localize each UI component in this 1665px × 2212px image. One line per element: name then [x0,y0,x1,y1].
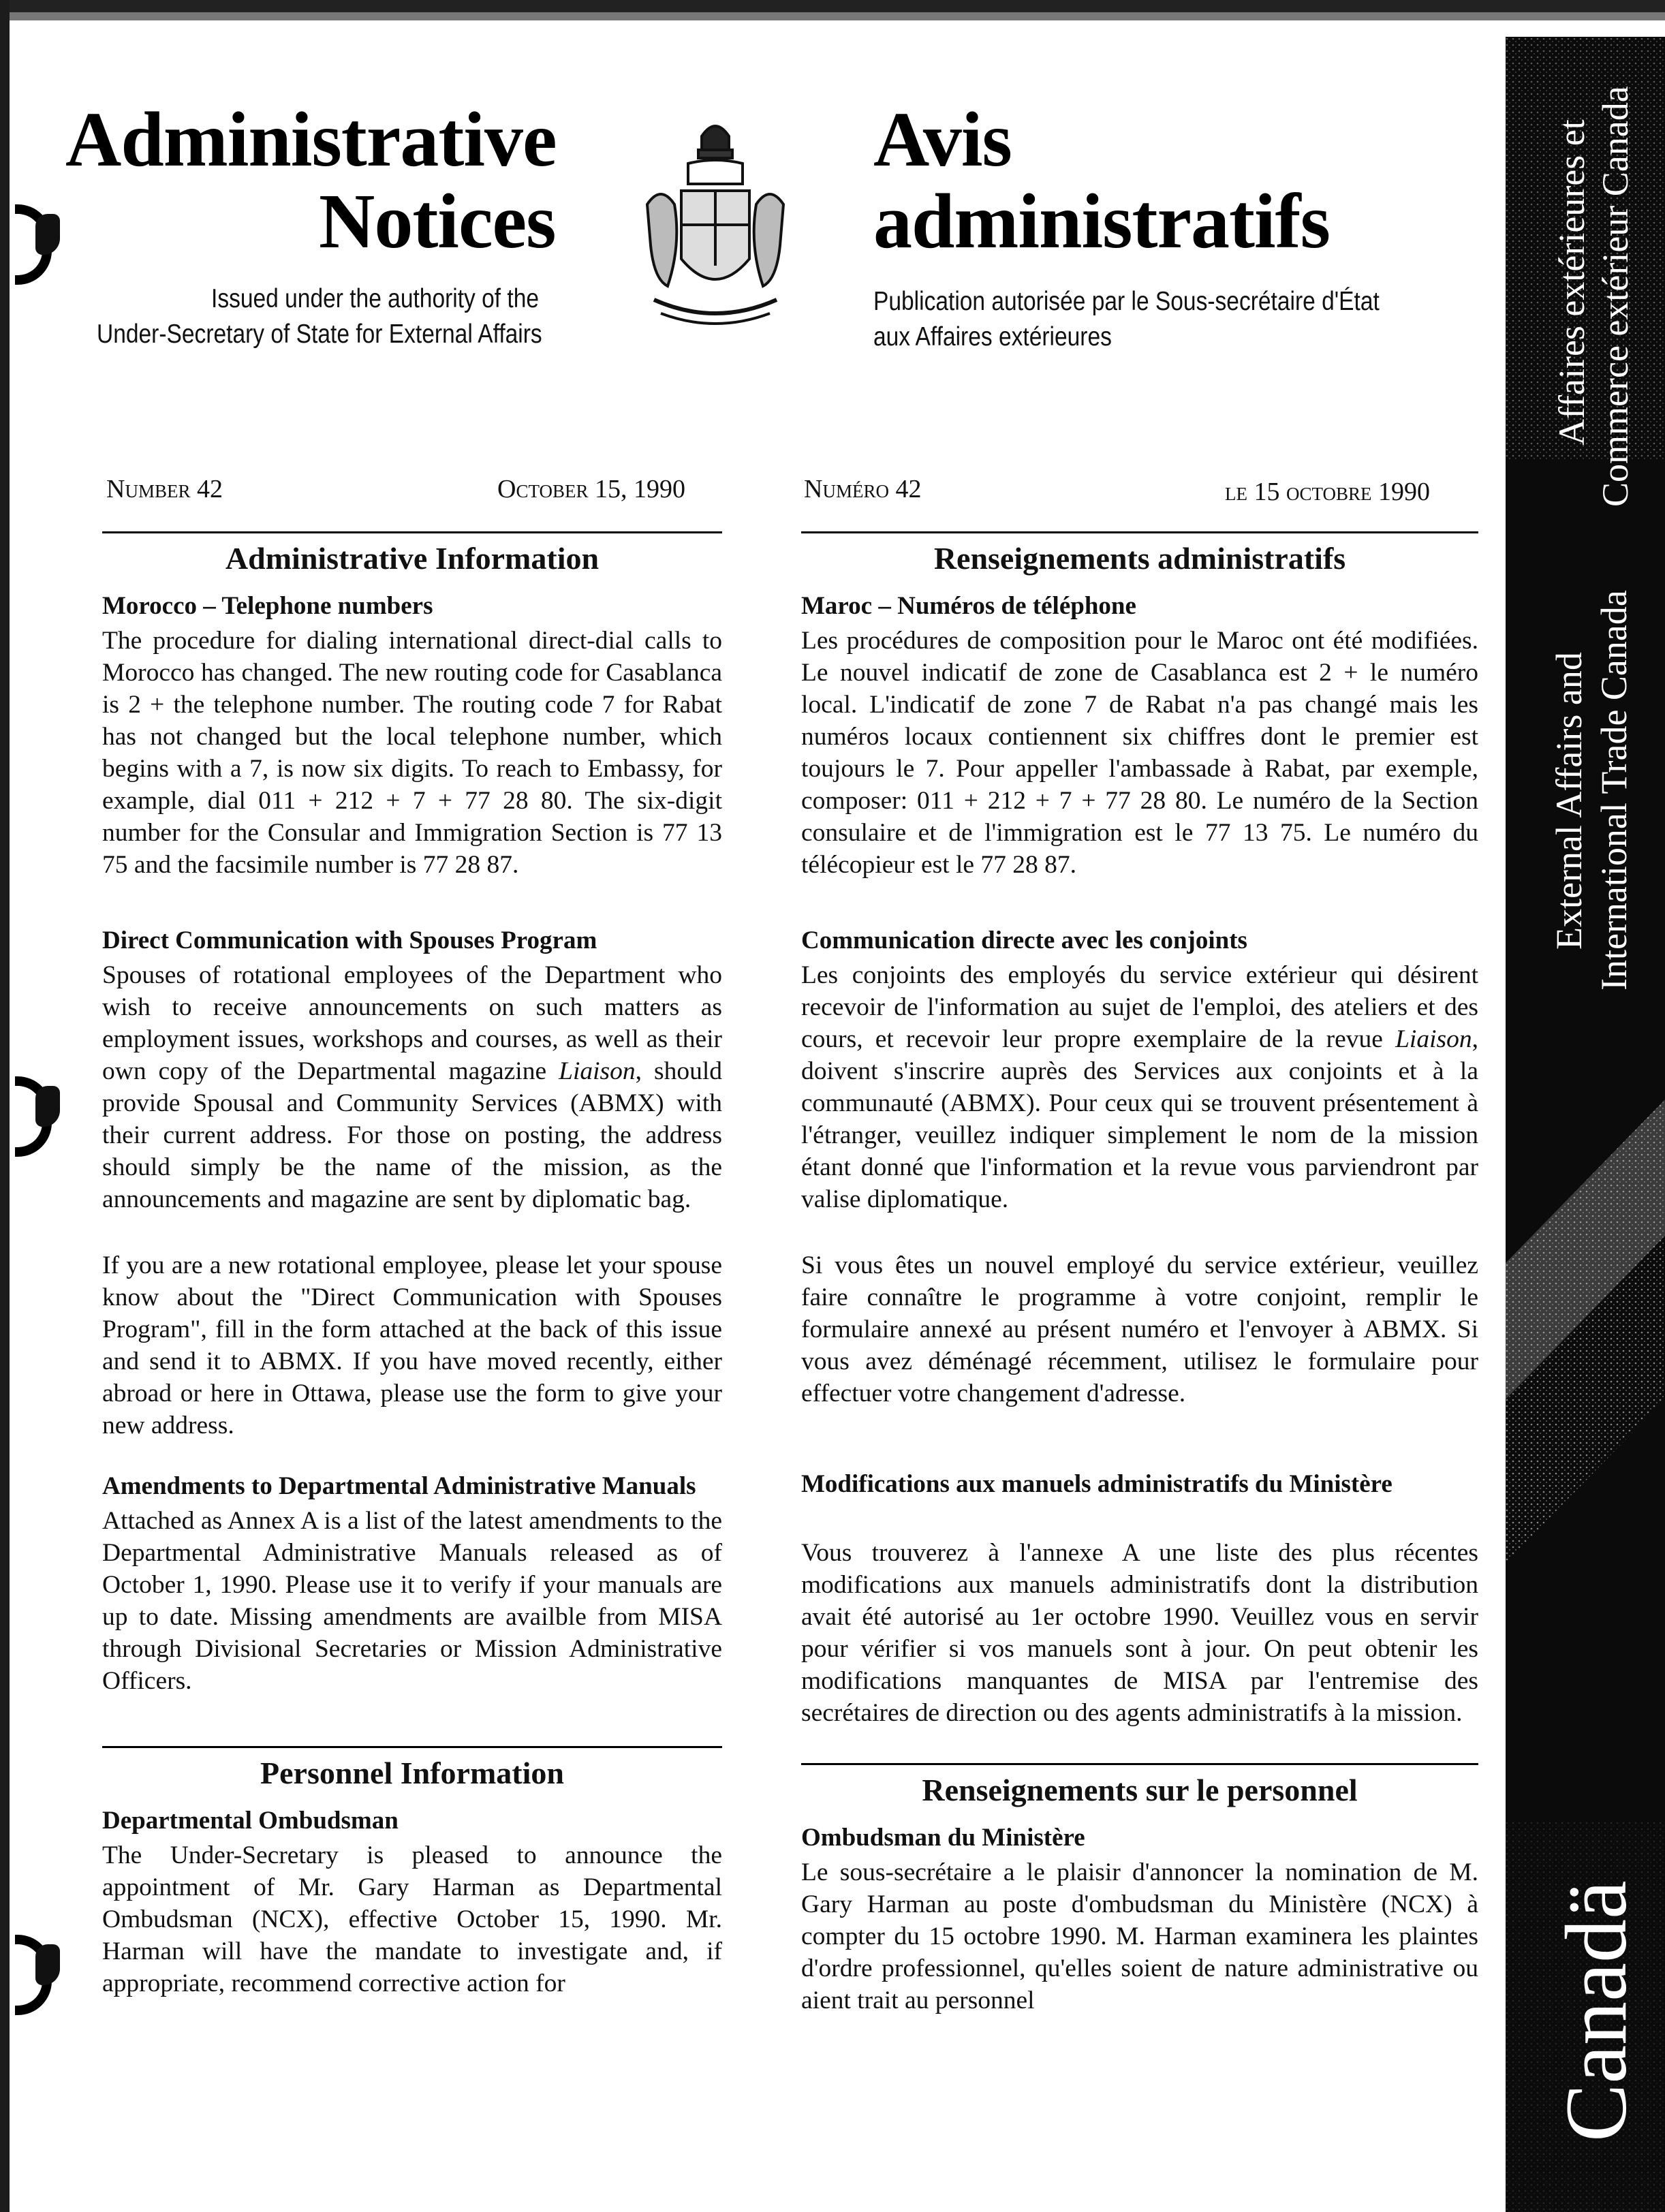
fr-ombuds-title: Ombudsman du Ministère [801,1824,1085,1852]
fr-subtitle-line1: Publication autorisée par le Sous-secrétaire d'État [873,287,1380,316]
government-sidebar [1506,37,1665,2212]
sidebar-en-line1: External Affairs and [1549,652,1589,950]
en-morocco-title: Morocco – Telephone numbers [102,592,433,620]
en-section-administrative: Administrative Information [225,541,600,576]
en-issue-date: October 15, 1990 [497,475,685,503]
en-amend-title: Amendments to Departmental Administrative Manuals [102,1472,696,1500]
sidebar-fr-line1: Affaires extérieures et [1551,119,1592,446]
en-subtitle-line1: Issued under the authority of the [211,284,540,313]
en-title-line1: Administrative [65,96,557,183]
en-subtitle-line2: Under-Secretary of State for External Affairs [97,320,542,349]
en-morocco-text: The procedure for dialing international direct-dial calls to Morocco has changed. The new routing code for Casablanca is 2 + the telephone number. The routing code 7 for Rabat has not changed but the local telephone number, which begins with a 7, is now six digits. To reach to Embassy, for example, dial 011 + 212 + 7 + 77 28 80. The six-digit number for the Consular and Immigration Section is 77 13 75 and the facsimile number is 77 28 87. [102,627,722,879]
coat-of-arms-icon [634,109,797,341]
fr-section-personnel: Renseignements sur le personnel [922,1773,1358,1807]
binder-ring-icon [15,204,63,266]
en-title-line2: Notices [319,178,556,264]
en-amend-text: Attached as Annex A is a list of the latest amendments to the Departmental Administrative Manuals released as of October 1, 1990. Please use it to verify if your manuals are up to date. Missing amendments are availble from MISA through Divisional Secretaries or Mission Administrative Officers. [102,1507,722,1695]
fr-spouses-text2: Si vous êtes un nouvel employé du service extérieur, veuillez faire connaître le programme à votre conjoint, remplir le formulaire annexé au présent numéro et l'envoyer à ABMX. Si vous avez déménagé récemment, utilisez le formulaire pour effectuer votre changement d'adresse. [801,1251,1478,1407]
sidebar-fr-line2: Commerce extérieur Canada [1595,86,1636,507]
liaison-magazine-name: Liaison [1395,1025,1472,1053]
fr-morocco-title: Maroc – Numéros de téléphone [801,592,1136,620]
fr-morocco-text: Les procédures de composition pour le Maroc ont été modifiées. Le nouvel indicatif de zone de Casablanca est 2 + le numéro local. L'indicatif de zone 7 de Rabat n'a pas changé mais les numéros locaux contiennent six chiffres dont le premier est toujours le 7. Pour appeller l'ambassade à Rabat, par exemple, composer: 011 + 212 + 7 + 77 28 80. Le numéro de la Section consulaire et de l'immigration est le 77 13 75. Le numéro du télécopieur est le 77 28 87. [801,627,1478,879]
en-spouses-text1: Spouses of rotational employees of the Department who wish to receive announcements on such matters as employment issues, workshops and courses, as well as their own copy of the Departmental magazine Liaison, should provide Spousal and Community Services (ABMX) with their current address. For those on posting, the address should simply be the name of the mission, as the announcements and magazine are sent by diplomatic bag. [102,961,722,1213]
binder-ring-icon [15,1935,63,1996]
en-section-personnel: Personnel Information [260,1756,564,1790]
en-spouses-title: Direct Communication with Spouses Program [102,926,597,954]
english-column [102,531,722,1999]
french-column [801,531,1478,2016]
canada-wordmark: Canadä [1548,1880,1645,2142]
fr-subtitle-line2: aux Affaires extérieures [873,322,1112,352]
en-issue-number: Number 42 [106,475,223,503]
fr-ombuds-text: Le sous-secrétaire a le plaisir d'annoncer la nomination de M. Gary Harman au poste d'ombudsman du Ministère (NCX) à compter du 15 octobre 1990. M. Harman examinera les plaintes d'ordre professionnel, qu'elles soient de nature administrative ou aient trait au personnel [801,1858,1478,2014]
fr-spouses-text1: Les conjoints des employés du service extérieur qui désirent recevoir de l'information au sujet de l'emploi, des ateliers et des cours, et recevoir leur propre exemplaire de la revue Liaison, doivent s'inscrire auprès des Services aux conjoints et à la communauté (ABMX). Pour ceux qui se trouvent présentement à l'étranger, veuillez indiquer simplement le nom de la mission étant donné que l'information et la revue vous parviendront par valise diplomatique. [801,961,1478,1213]
fr-issue-number: Numéro 42 [804,475,922,503]
en-spouses-text2: If you are a new rotational employee, please let your spouse know about the "Direct Communication with Spouses Program", fill in the form attached at the back of this issue and send it to ABMX. If you have moved recently, either abroad or here in Ottawa, please use the form to give your new address. [102,1251,722,1439]
liaison-magazine-name: Liaison [559,1057,636,1085]
scan-top-edge [0,0,1665,20]
fr-issue-date: le 15 octobre 1990 [1225,478,1431,506]
fr-title-line1: Avis [873,96,1012,183]
fr-spouses-title: Communication directe avec les conjoints [801,926,1247,954]
en-ombuds-text: The Under-Secretary is pleased to announce the appointment of Mr. Gary Harman as Departmental Ombudsman (NCX), effective October 15, 1990. Mr. Harman will have the mandate to investigate and, if appropriate, recommend corrective action for [102,1841,722,1997]
fr-amend-title: Modifications aux manuels administratifs du Ministère [801,1470,1392,1498]
binder-ring-icon [15,1076,63,1138]
scan-left-edge [0,0,10,2212]
sidebar-en-line2: International Trade Canada [1593,590,1634,991]
fr-title-line2: administratifs [873,178,1330,264]
fr-amend-text: Vous trouverez à l'annexe A une liste des plus récentes modifications aux manuels administratifs dont la distribution avait été autorisé au 1er octobre 1990. Veuillez vous en servir pour vérifier si vos manuels sont à jour. On peut obtenir les modifications manquantes de MISA par l'entremise des secrétaires de direction ou des agents administratifs à la mission. [801,1539,1478,1727]
fr-section-administrative: Renseignements administratifs [933,541,1346,576]
en-ombuds-title: Departmental Ombudsman [102,1807,399,1835]
